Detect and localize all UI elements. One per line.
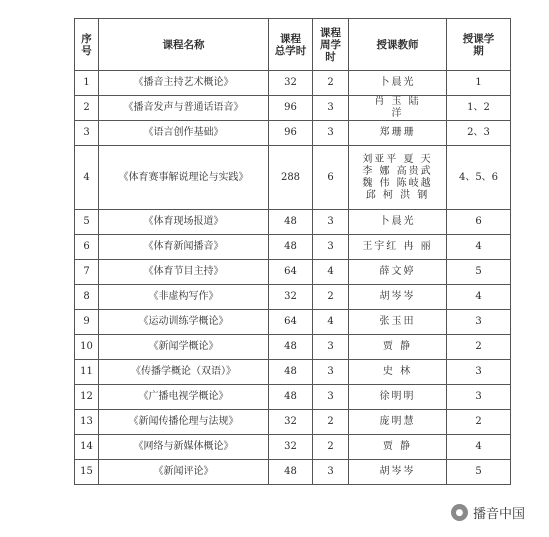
cell-course-name: 《非虚构写作》	[99, 285, 269, 310]
header-term: 授课学 期	[447, 19, 511, 71]
cell-weekly-hours: 3	[313, 460, 349, 485]
cell-total-hours: 48	[269, 210, 313, 235]
cell-number: 10	[75, 335, 99, 360]
cell-teacher: 庞明慧	[349, 410, 447, 435]
cell-teacher: 薛文婷	[349, 260, 447, 285]
cell-total-hours: 32	[269, 71, 313, 96]
header-teacher: 授课教师	[349, 19, 447, 71]
cell-total-hours: 32	[269, 410, 313, 435]
table-row	[75, 385, 511, 410]
cell-number: 14	[75, 435, 99, 460]
cell-number: 3	[75, 121, 99, 146]
table-row	[75, 260, 511, 285]
cell-course-name: 《运动训练学概论》	[99, 310, 269, 335]
cell-number: 15	[75, 460, 99, 485]
cell-number: 1	[75, 71, 99, 96]
cell-total-hours: 96	[269, 121, 313, 146]
table-row	[75, 285, 511, 310]
table-row	[75, 96, 511, 121]
cell-teacher: 史 林	[349, 360, 447, 385]
cell-total-hours: 32	[269, 285, 313, 310]
table-row	[75, 435, 511, 460]
cell-number: 8	[75, 285, 99, 310]
header-total-hours: 课程 总学时	[269, 19, 313, 71]
cell-weekly-hours: 6	[313, 146, 349, 210]
cell-weekly-hours: 3	[313, 335, 349, 360]
cell-total-hours: 96	[269, 96, 313, 121]
table-row	[75, 410, 511, 435]
cell-term: 2	[447, 335, 511, 360]
cell-course-name: 《新闻评论》	[99, 460, 269, 485]
cell-total-hours: 64	[269, 310, 313, 335]
cell-weekly-hours: 3	[313, 360, 349, 385]
cell-weekly-hours: 3	[313, 235, 349, 260]
cell-course-name: 《体育现场报道》	[99, 210, 269, 235]
cell-course-name: 《新闻学概论》	[99, 335, 269, 360]
cell-weekly-hours: 2	[313, 435, 349, 460]
cell-term: 3	[447, 310, 511, 335]
wechat-icon: ●	[451, 504, 468, 521]
cell-weekly-hours: 3	[313, 121, 349, 146]
cell-teacher: 贾 静	[349, 435, 447, 460]
table-row	[75, 360, 511, 385]
cell-teacher: 卜晨光	[349, 210, 447, 235]
cell-weekly-hours: 3	[313, 385, 349, 410]
cell-total-hours: 48	[269, 335, 313, 360]
cell-course-name: 《体育节目主持》	[99, 260, 269, 285]
table-row	[75, 460, 511, 485]
watermark	[451, 503, 525, 522]
cell-total-hours: 48	[269, 385, 313, 410]
cell-teacher: 胡岑岑	[349, 460, 447, 485]
cell-term: 5	[447, 460, 511, 485]
cell-term: 6	[447, 210, 511, 235]
cell-teacher: 胡岑岑	[349, 285, 447, 310]
cell-number: 11	[75, 360, 99, 385]
cell-term: 1、2	[447, 96, 511, 121]
cell-number: 6	[75, 235, 99, 260]
cell-course-name: 《语言创作基础》	[99, 121, 269, 146]
cell-course-name: 《播音主持艺术概论》	[99, 71, 269, 96]
cell-number: 7	[75, 260, 99, 285]
cell-course-name: 《体育新闻播音》	[99, 235, 269, 260]
cell-weekly-hours: 3	[313, 96, 349, 121]
cell-term: 2、3	[447, 121, 511, 146]
cell-weekly-hours: 3	[313, 210, 349, 235]
table-header-row	[75, 19, 511, 71]
cell-term: 3	[447, 385, 511, 410]
cell-term: 4	[447, 285, 511, 310]
cell-course-name: 《广播电视学概论》	[99, 385, 269, 410]
cell-number: 4	[75, 146, 99, 210]
table-row	[75, 146, 511, 210]
cell-course-name: 《新闻传播伦理与法规》	[99, 410, 269, 435]
header-number: 序 号	[75, 19, 99, 71]
cell-term: 4	[447, 235, 511, 260]
cell-teacher: 卜晨光	[349, 71, 447, 96]
cell-term: 4	[447, 435, 511, 460]
header-weekly-hours: 课程 周学 时	[313, 19, 349, 71]
cell-teacher: 肖 玉 陆 洋	[349, 96, 447, 121]
cell-teacher: 郑珊珊	[349, 121, 447, 146]
cell-course-name: 《体育赛事解说理论与实践》	[99, 146, 269, 210]
cell-number: 9	[75, 310, 99, 335]
cell-weekly-hours: 4	[313, 260, 349, 285]
table-row	[75, 71, 511, 96]
cell-number: 2	[75, 96, 99, 121]
cell-term: 4、5、6	[447, 146, 511, 210]
cell-number: 12	[75, 385, 99, 410]
cell-term: 1	[447, 71, 511, 96]
cell-total-hours: 48	[269, 360, 313, 385]
cell-total-hours: 64	[269, 260, 313, 285]
table-body	[75, 71, 511, 485]
cell-number: 5	[75, 210, 99, 235]
cell-teacher: 贾 静	[349, 335, 447, 360]
cell-course-name: 《传播学概论（双语）》	[99, 360, 269, 385]
cell-total-hours: 48	[269, 460, 313, 485]
cell-term: 5	[447, 260, 511, 285]
cell-teacher: 张玉田	[349, 310, 447, 335]
table-row	[75, 235, 511, 260]
cell-term: 2	[447, 410, 511, 435]
course-table	[74, 18, 511, 485]
table-row	[75, 335, 511, 360]
cell-teacher: 徐明明	[349, 385, 447, 410]
cell-weekly-hours: 2	[313, 410, 349, 435]
cell-course-name: 《播音发声与普通话语音》	[99, 96, 269, 121]
cell-teacher: 王宇红 冉 丽	[349, 235, 447, 260]
cell-total-hours: 48	[269, 235, 313, 260]
table-row	[75, 210, 511, 235]
cell-course-name: 《网络与新媒体概论》	[99, 435, 269, 460]
table-row	[75, 310, 511, 335]
watermark-text: 播音中国	[472, 507, 525, 522]
cell-weekly-hours: 2	[313, 285, 349, 310]
cell-total-hours: 32	[269, 435, 313, 460]
cell-term: 3	[447, 360, 511, 385]
header-course-name: 课程名称	[99, 19, 269, 71]
table-row	[75, 121, 511, 146]
cell-weekly-hours: 2	[313, 71, 349, 96]
cell-weekly-hours: 4	[313, 310, 349, 335]
cell-teacher: 刘亚平 夏 天 李 娜 高贵武 魏 伟 陈岐越 邱 柯 洪 钢	[349, 146, 447, 210]
cell-total-hours: 288	[269, 146, 313, 210]
cell-number: 13	[75, 410, 99, 435]
